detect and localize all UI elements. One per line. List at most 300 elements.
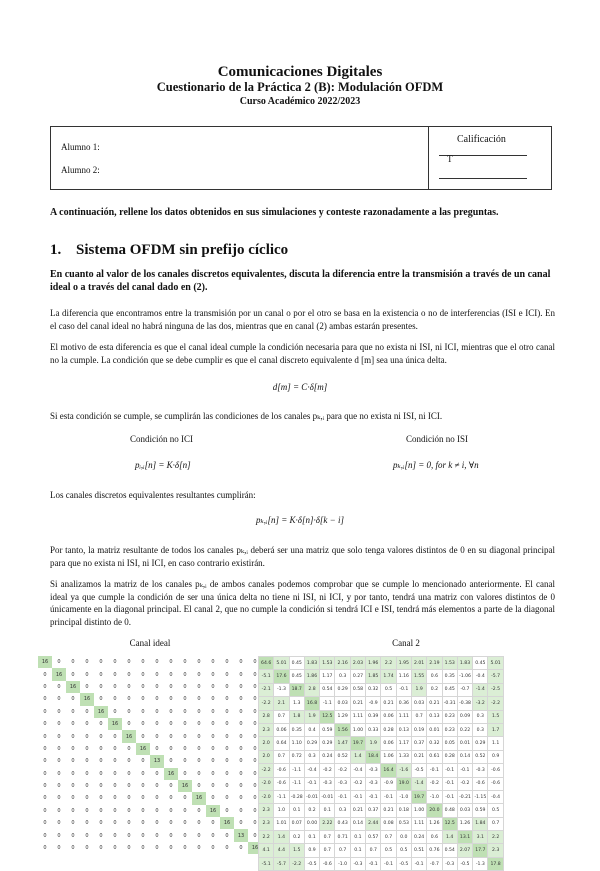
matrix-cell: -1.06 (457, 670, 472, 683)
cond-no-isi-equation: pₖ,ᵢ[n] = 0, for k ≠ i, ∀n (393, 460, 479, 470)
matrix-cell: 64.6 (259, 657, 274, 670)
matrix-cell: 0 (113, 733, 117, 740)
matrix-cell: 0 (113, 745, 117, 752)
matrix-cell: 0.37 (411, 737, 426, 750)
matrix-cell: -2.0 (259, 790, 274, 803)
matrix-cell: 0.54 (320, 683, 335, 696)
matrix-cell: 0 (183, 733, 187, 740)
matrix-cell: 0 (127, 708, 131, 715)
matrix-cell: 0 (183, 745, 187, 752)
matrix-cell: 0 (71, 659, 75, 666)
matrix-cell: 0.21 (350, 804, 365, 817)
matrix-cell: 0 (127, 721, 131, 728)
matrix-cell: 0.01 (457, 737, 472, 750)
matrix-cell: 0 (183, 832, 187, 839)
matrix-cell: 0 (253, 820, 257, 827)
matrix-cell: 0.19 (411, 723, 426, 736)
matrix-cell: -0.1 (350, 790, 365, 803)
matrix-cell: -0.5 (457, 857, 472, 870)
matrix-cell: 0 (183, 795, 187, 802)
matrix-cell: 0 (211, 659, 215, 666)
matrix-cell: 12.5 (442, 817, 457, 830)
matrix-cell: 0 (113, 770, 117, 777)
student-2-label: Alumno 2: (61, 165, 100, 175)
matrix-cell: -0.3 (442, 857, 457, 870)
matrix-cell: -1.4 (411, 777, 426, 790)
matrix-cell: -0.1 (381, 857, 396, 870)
matrix-cell: 16.8 (304, 697, 319, 710)
matrix-cell: 0 (113, 708, 117, 715)
matrix-cell: -1.1 (289, 764, 304, 777)
matrix-cell: 0.2 (304, 804, 319, 817)
matrix-cell: -0.3 (350, 857, 365, 870)
matrix-cell: 0 (71, 820, 75, 827)
matrix-cell: 0 (155, 671, 159, 678)
matrix-cell: -2.2 (259, 764, 274, 777)
matrix-cell: 1.9 (411, 683, 426, 696)
matrix-cell: 1.11 (350, 710, 365, 723)
grade-line-2 (439, 178, 527, 179)
matrix-cell: 0 (85, 683, 89, 690)
matrix-cell: -5.1 (259, 857, 274, 870)
matrix-cell: 0.05 (442, 737, 457, 750)
matrix-cell: -2.1 (259, 683, 274, 696)
matrix-cell: 0 (169, 671, 173, 678)
matrix-cell: -1.0 (335, 857, 350, 870)
matrix-cell: 0.52 (335, 750, 350, 763)
matrix-cell: 0 (183, 845, 187, 852)
matrix-cell: 0.45 (289, 670, 304, 683)
matrix-cell: 0 (127, 758, 131, 765)
matrix-cell: 0 (155, 745, 159, 752)
matrix-cell: 0 (127, 783, 131, 790)
matrix-cell: 0 (183, 671, 187, 678)
matrix-cell: 0.72 (289, 750, 304, 763)
matrix-cell: 0.1 (304, 831, 319, 844)
matrix-cell: 2.2 (259, 831, 274, 844)
matrix-cell: -0.2 (350, 777, 365, 790)
matrix-cell: 0 (141, 683, 145, 690)
matrix-cell: 0 (225, 832, 229, 839)
matrix-cell: 0 (99, 795, 103, 802)
matrix-cell: 0.28 (442, 750, 457, 763)
matrix-cell: 1.55 (411, 670, 426, 683)
matrix-cell: 0 (183, 820, 187, 827)
matrix-cell: 0 (71, 721, 75, 728)
matrix-cell: 0 (169, 820, 173, 827)
matrix-cell: 0 (183, 758, 187, 765)
matrix-cell: 0 (211, 820, 215, 827)
matrix-cell: 4.4 (274, 844, 289, 857)
matrix-cell: 1.26 (457, 817, 472, 830)
matrix-cell: 0 (141, 659, 145, 666)
matrix-cell: 2.8 (259, 710, 274, 723)
matrix-cell: 0 (253, 708, 257, 715)
matrix-cell: 0 (169, 758, 173, 765)
matrix-row (259, 817, 504, 830)
matrix-row (38, 743, 262, 755)
matrix-cell: 0.03 (335, 697, 350, 710)
matrix-cell: 0 (155, 832, 159, 839)
matrix-cell: 0.29 (335, 683, 350, 696)
matrix-cell: -1.3 (274, 683, 289, 696)
matrix-cell: 0 (71, 807, 75, 814)
matrix-cell: 0 (85, 708, 89, 715)
matrix-cell: 0 (225, 721, 229, 728)
matrix-cell: 0 (57, 783, 61, 790)
matrix-cell: -0.7 (427, 857, 442, 870)
matrix-cell: 0.35 (442, 670, 457, 683)
matrix-cell: 0 (239, 671, 243, 678)
matrix-cell: -0.1 (427, 764, 442, 777)
matrix-cell: -0.3 (473, 764, 488, 777)
matrix-cell: 0 (197, 708, 201, 715)
matrix-cell: 0.29 (473, 737, 488, 750)
matrix-cell: 0 (239, 696, 243, 703)
matrix-cell: 0.7 (381, 831, 396, 844)
matrix-cell: -3.2 (473, 697, 488, 710)
matrix-cell: 16 (206, 805, 220, 817)
matrix-cell: 0 (85, 659, 89, 666)
matrix-cell: 0 (197, 807, 201, 814)
matrix-cell: 4.1 (259, 844, 274, 857)
matrix-cell: 0.14 (457, 750, 472, 763)
matrix-cell: 0 (155, 795, 159, 802)
matrix-cell: 0 (239, 659, 243, 666)
matrix-cell: -0.3 (366, 764, 381, 777)
matrix-cell: 0 (225, 708, 229, 715)
matrix-cell: 5.01 (274, 657, 289, 670)
matrix-cell: 0 (113, 820, 117, 827)
matrix-cell: 0 (239, 783, 243, 790)
matrix-cell: 0.21 (427, 697, 442, 710)
matrix-cell: 0 (225, 783, 229, 790)
matrix-cell: 0 (197, 770, 201, 777)
matrix-cell: 1.11 (411, 817, 426, 830)
grade-value: T (447, 154, 453, 164)
matrix-cell: 2.1 (274, 697, 289, 710)
matrix-cell: 0 (197, 683, 201, 690)
matrix-cell: 0 (99, 832, 103, 839)
matrix-cell: 1.56 (335, 723, 350, 736)
matrix-cell: -1.1 (274, 790, 289, 803)
matrix-cell: 16 (220, 817, 234, 829)
matrix-cell: 0 (43, 721, 47, 728)
matrix-cell: 16 (248, 842, 262, 854)
matrix-cell: 0.7 (366, 844, 381, 857)
matrix-cell: 0.24 (411, 831, 426, 844)
matrix-cell: 0 (113, 832, 117, 839)
matrix-cell: -0.4 (473, 670, 488, 683)
matrix-cell: 0 (239, 745, 243, 752)
matrix-cell: 0.03 (411, 697, 426, 710)
matrix-row (259, 710, 504, 723)
matrix-cell: 0.9 (304, 844, 319, 857)
answer-paragraph-1: La diferencia que encontramos entre la transmisión por un canal o por el otro se basa en la existencia o no de interferencias (ISI e ICI). En el caso del canal ideal no habrá ninguna de las dos, mientras que en canal (2) ambas estarán presentes. (50, 308, 555, 331)
matrix-cell: 0 (43, 708, 47, 715)
matrix-cell: 1.16 (396, 670, 411, 683)
matrix-cell: 0 (127, 659, 131, 666)
matrix-cell: 0 (211, 733, 215, 740)
matrix-row (259, 790, 504, 803)
matrix-cell: 0 (239, 845, 243, 852)
matrix-cell: 0 (211, 845, 215, 852)
matrix-cell: 0 (127, 745, 131, 752)
matrix-ideal-title: Canal ideal (129, 638, 171, 648)
matrix-cell: 0 (169, 807, 173, 814)
matrix-cell: -0.4 (350, 764, 365, 777)
box-divider (428, 127, 429, 189)
matrix-cell: 0.3 (335, 804, 350, 817)
matrix-cell: 16 (52, 668, 66, 680)
doc-subtitle: Cuestionario de la Práctica 2 (B): Modulación OFDM (156, 80, 444, 94)
matrix-cell: 1.5 (289, 844, 304, 857)
matrix-cell: 19.0 (396, 777, 411, 790)
matrix-ch2-title: Canal 2 (392, 638, 420, 648)
matrix-cell: 0 (71, 745, 75, 752)
matrix-cell: 1.7 (488, 723, 503, 736)
doc-title: Comunicaciones Digitales (217, 64, 383, 80)
matrix-cell: 0 (127, 795, 131, 802)
matrix-cell: -0.01 (304, 790, 319, 803)
matrix-row (259, 804, 504, 817)
matrix-cell: -0.1 (366, 790, 381, 803)
matrix-cell: 0 (169, 683, 173, 690)
matrix-cell: 0.5 (381, 844, 396, 857)
matrix-cell: 0 (99, 845, 103, 852)
matrix-cell: 0 (169, 845, 173, 852)
matrix-cell: 0 (197, 845, 201, 852)
matrix-cell: 0 (225, 671, 229, 678)
matrix-cell: 1.9 (366, 737, 381, 750)
matrix-cell: -1.0 (396, 790, 411, 803)
matrix-row (259, 750, 504, 763)
matrix-cell: 0 (57, 807, 61, 814)
matrix-cell: 0 (113, 696, 117, 703)
cond-no-isi-title: Condición no ISI (406, 434, 468, 444)
matrix-cell: 0.45 (289, 657, 304, 670)
matrix-cell: 2.22 (320, 817, 335, 830)
matrix-cell: 0 (211, 770, 215, 777)
matrix-cell: 0.22 (457, 723, 472, 736)
matrix-cell: 0 (211, 696, 215, 703)
matrix-cell: 0 (211, 795, 215, 802)
matrix-cell: 0.23 (442, 710, 457, 723)
matrix-cell: 0 (253, 832, 257, 839)
matrix-cell: 0.0 (396, 831, 411, 844)
matrix-cell: 0 (155, 696, 159, 703)
matrix-cell: 1.96 (366, 657, 381, 670)
matrix-cell: 1.84 (473, 817, 488, 830)
matrix-cell: 0 (113, 683, 117, 690)
matrix-cell: 0 (141, 733, 145, 740)
matrix-cell: 0.39 (366, 710, 381, 723)
matrix-cell: 0 (113, 671, 117, 678)
matrix-cell: 0 (113, 758, 117, 765)
matrix-cell: 0 (127, 820, 131, 827)
matrix-cell: 0 (197, 696, 201, 703)
matrix-cell: 0.29 (304, 737, 319, 750)
matrix-cell: 0.71 (335, 831, 350, 844)
matrix-cell: 17.7 (473, 844, 488, 857)
matrix-cell: 16 (136, 743, 150, 755)
matrix-cell: 0.29 (320, 737, 335, 750)
matrix-cell: -0.5 (396, 857, 411, 870)
matrix-cell: 0 (113, 659, 117, 666)
matrix-cell: 0 (43, 770, 47, 777)
matrix-row (38, 730, 262, 742)
matrix-cell: -0.1 (442, 764, 457, 777)
matrix-cell: 0 (169, 832, 173, 839)
matrix-cell: 0.09 (457, 710, 472, 723)
matrix-cell: 1.95 (396, 657, 411, 670)
matrix-cell: 0 (155, 770, 159, 777)
matrix-cell: -0.6 (274, 777, 289, 790)
matrix-cell: 0 (225, 659, 229, 666)
matrix-cell: 16 (178, 780, 192, 792)
matrix-cell: 0 (71, 671, 75, 678)
matrix-cell: 0 (141, 758, 145, 765)
matrix-cell: 0 (239, 733, 243, 740)
matrix-cell: 0.7 (274, 750, 289, 763)
matrix-cell: -1.15 (473, 790, 488, 803)
matrix-cell: 0 (169, 745, 173, 752)
matrix-cell: 0 (169, 721, 173, 728)
matrix-cell: 0.35 (289, 723, 304, 736)
matrix-cell: -0.2 (320, 764, 335, 777)
matrix-cell: 0 (99, 671, 103, 678)
matrix-cell: 0 (169, 733, 173, 740)
matrix-cell: 0 (43, 783, 47, 790)
matrix-cell: 1.26 (427, 817, 442, 830)
answer-paragraph-3: Si esta condición se cumple, se cumplirán las condiciones de los canales pₖ,ᵢ para que no exista ni ISI, ni ICI. (50, 411, 443, 421)
matrix-cell: 0 (197, 745, 201, 752)
matrix-cell: -1.4 (473, 683, 488, 696)
matrix-cell: 0 (155, 845, 159, 852)
matrix-cell: 0 (85, 807, 89, 814)
matrix-cell: 0 (113, 795, 117, 802)
matrix-cell: 0 (155, 733, 159, 740)
matrix-cell: -0.1 (457, 764, 472, 777)
matrix-cell: 2.2 (488, 831, 503, 844)
matrix-cell: 0 (113, 845, 117, 852)
matrix-cell: 0.7 (320, 844, 335, 857)
matrix-cell: 2.44 (366, 817, 381, 830)
matrix-cell: 0.7 (274, 710, 289, 723)
matrix-cell: 1.00 (411, 804, 426, 817)
matrix-cell: 1.4 (274, 831, 289, 844)
matrix-cell: 18.4 (366, 750, 381, 763)
matrix-cell: 16 (192, 792, 206, 804)
matrix-cell: 0.33 (366, 723, 381, 736)
matrix-cell: 0.7 (320, 831, 335, 844)
matrix-cell: -0.4 (304, 764, 319, 777)
matrix-cell: -5.1 (259, 670, 274, 683)
matrix-cell: 0 (183, 721, 187, 728)
matrix-cell: 19.7 (411, 790, 426, 803)
matrix-cell: 0 (239, 758, 243, 765)
matrix-cell: 0.08 (381, 817, 396, 830)
matrix-cell: 0 (239, 820, 243, 827)
matrix-cell: 0.37 (366, 804, 381, 817)
matrix-cell: -0.6 (488, 764, 503, 777)
matrix-cell: 1.5 (488, 710, 503, 723)
matrix-cell: 16 (38, 656, 52, 668)
matrix-cell: -0.1 (304, 777, 319, 790)
matrix-cell: 0 (141, 783, 145, 790)
matrix-cell: 1.4 (442, 831, 457, 844)
matrix-cell: 0 (239, 683, 243, 690)
section-heading (50, 242, 288, 259)
matrix-cell: 0 (71, 832, 75, 839)
matrix-cell: 13 (234, 829, 248, 841)
matrix-cell: 0 (211, 758, 215, 765)
matrix-cell: 0.6 (427, 831, 442, 844)
matrix-cell: -0.5 (304, 857, 319, 870)
cond-no-ici-title: Condición no ICI (130, 434, 193, 444)
matrix-cell: 0.1 (320, 804, 335, 817)
matrix-cell: 0 (253, 745, 257, 752)
answer-paragraph-6: Si analizamos la matriz de los canales pₖ,ᵢ de ambos canales podemos comprobar que se cumple lo mencionado anteriormente. El canal ideal ya que cumple la condición de ser una única delta no tiene ni ISI, ni ICI, y por tanto, tendrá una matriz con valores distintos de 0 únicamente en la diagonal principal. El canal 2, que no cumple la condición si tendrá ICI e ISI, tendrá más elementos a parte de la diagonal principal distinto de 0. (50, 579, 555, 627)
matrix-cell: 0 (169, 783, 173, 790)
matrix-row (259, 777, 504, 790)
matrix-cell: -0.6 (320, 857, 335, 870)
matrix-cell: 0 (197, 721, 201, 728)
matrix-cell: -0.1 (335, 790, 350, 803)
matrix-cell: 0.32 (427, 737, 442, 750)
matrix-cell: 0 (197, 820, 201, 827)
matrix-cell: 0 (211, 721, 215, 728)
matrix-cell: 0 (85, 758, 89, 765)
matrix-cell: 0.76 (427, 844, 442, 857)
matrix-cell: 0.1 (350, 844, 365, 857)
matrix-cell: -0.6 (488, 777, 503, 790)
matrix-cell: -0.3 (320, 777, 335, 790)
matrix-row (38, 681, 262, 693)
matrix-cell: 0 (211, 683, 215, 690)
matrix-cell: 0.23 (442, 723, 457, 736)
matrix-cell: 0 (99, 783, 103, 790)
matrix-cell: 0.18 (396, 804, 411, 817)
matrix-cell: 0 (155, 721, 159, 728)
matrix-row (38, 817, 262, 829)
matrix-cell: 0 (225, 770, 229, 777)
matrix-cell: 0.6 (427, 670, 442, 683)
matrix-row (38, 792, 262, 804)
matrix-cell: 0 (225, 683, 229, 690)
matrix-cell: 0 (99, 683, 103, 690)
matrix-cell: 0.3 (304, 750, 319, 763)
matrix-row (38, 706, 262, 718)
matrix-cell: 0 (253, 683, 257, 690)
matrix-row (38, 668, 262, 680)
matrix-cell: 0 (253, 721, 257, 728)
answer-paragraph-5: Por tanto, la matriz resultante de todos los canales pₖ,ᵢ deberá ser una matriz que solo tenga valores distintos de 0 en su diagonal principal para que no exista ni ISI, ni ICI, en caso contrario existirán. (50, 545, 555, 568)
matrix-cell: 2.19 (427, 657, 442, 670)
matrix-cell: 0 (141, 671, 145, 678)
matrix-cell: 1.53 (442, 657, 457, 670)
matrix-cell: 0 (57, 758, 61, 765)
matrix-row (38, 768, 262, 780)
matrix-cell: 0 (99, 745, 103, 752)
matrix-cell: 16 (66, 681, 80, 693)
matrix-cell: 0.06 (274, 723, 289, 736)
matrix-cell: 0 (155, 783, 159, 790)
matrix-cell: 0.1 (350, 831, 365, 844)
matrix-cell: -0.28 (289, 790, 304, 803)
matrix-cell: 0 (127, 832, 131, 839)
matrix-cell: 0 (57, 770, 61, 777)
